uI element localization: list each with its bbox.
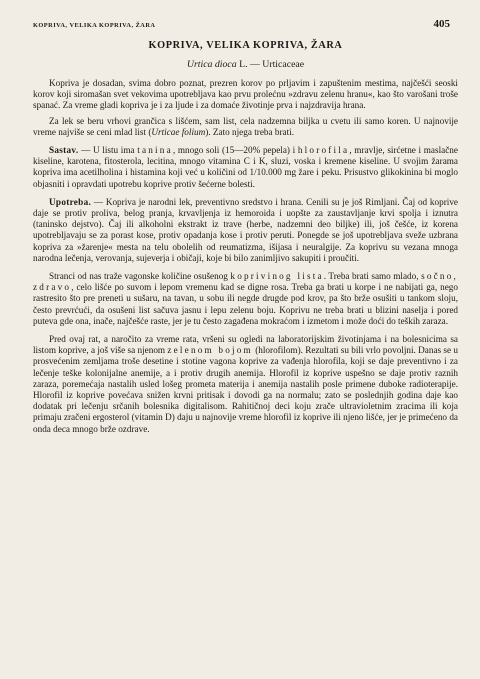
section-heading-sastav: Sastav. [49,145,79,156]
spaced-term: hlorofila [297,145,350,156]
spaced-term: zelenom bojom [167,345,253,356]
text-run: , mnogo soli (15—20% pepela) i [172,145,298,156]
latin-term: Urticae folium [151,126,206,137]
harvest-paragraph [33,271,458,327]
latin-name: Urtica dioca [186,59,237,70]
spaced-term: sočno, zdravo [33,271,458,293]
running-header [33,14,458,34]
text-run: Pred ovaj rat, a naročito za vreme rata, vršeni su ogledi na laboratorijskim životinjama i na bolesnicima sa listom koprive, a još više sa njenom [33,334,458,356]
botanical-name-line [33,59,458,70]
text-run: ). Zato njega treba brati. [205,126,295,137]
text-run: , mravlje, sirćetne i maslačne kiseline, karotena, fitosterola, lecitina, mnogo vitamina C i K, sluzi, voska i kremene kiseline. U svojim žarama kopriva ima acetilholina i histamina koji već u količini od 1/10.000 mg žare i peku. Prisustvo glikokinina bi moglo objasniti i opravdati upotrebu koprive protiv šećerne bolesti. [33,145,458,189]
chlorophyll-paragraph [33,334,458,435]
text-run: — U listu ima [78,145,138,156]
spaced-term: koprivinog lista [230,271,324,282]
text-run: Za lek se beru vrhovi grančica s lišćem, sam list, cela nadzemna biljka u cvetu ili samo koren. U najnovije vreme najviše se ceni mlad list ( [33,115,458,137]
intro-paragraph-2 [33,116,458,138]
running-title: KOPRIVA, VELIKA KOPRIVA, ŽARA [33,22,156,29]
composition-paragraph [33,145,458,190]
text-run: . Treba brati samo mlado, [323,271,422,282]
text-run: — Kopriva je narodni lek, preventivno sredstvo i hrana. Cenili su je još Rimljani. Čaj od koprive daje se protiv proliva, belog pranja, krvavljenja iz hemoroida i uopšte za zaustavljanje krvi spolja i iznutra (taninsko dejstvo). Čaj ili alkoholni ekstrakt iz trave (herbe, nadzemni deo biljke) ili, još češće, iz korena upotrebljavaju se za porast kose, protiv opadanja kose i protiv peruti. Ponegde se još upotrebljava sveže uzbrana kopriva za »žarenje« mesta na telu obolelih od reumatizma, išijasa i neuralgije. Za koprivu su vezana mnoga narodna lečenja, verovanja, sujeverja i običaji, koje bi bilo zanimljivo sakupiti i proučiti. [33,196,458,263]
text-run: (hlorofilom). Rezultati su bili vrlo povoljni. Danas se u prosvećenim zemljama troše desetine i stotine vagona koprive za vađenja hlorofila, koji se daje preventivno i za lečenje teške kolonijalne anemije, a i protiv drugih anemija. Hlorofil iz koprive uspešno se daje protiv raznih zaraza, poremećaja nastalih usled lošeg prometa materija i anemija nastalih posle primene duboke radioterapije. Hlorofil iz koprive povećava snižen krvni pritisak i dovodi ga na normalu; zato se poslednjih godina daje kao dodatak pri lečenju srčanih bolesnika digitalisom. Rahitičnoj deci koju zrače ultravioletnim zracima ili koja primaju zračeni ergosterol (vitamin D) daju u najnovije vreme hlorofil iz koprive ili njeno lišće, jer je primećeno da onda deca mnogo brže ozdrave. [33,345,458,434]
usage-paragraph [33,197,458,264]
intro-paragraph-1: Kopriva je dosadan, svima dobro poznat, prezren korov po prljavim i zapuštenim mestima, najčešći seoski korov koji siromašan svet vekovima upotrebljava kao prvu prolećnu »zdravu zelenu hranu«, kao što varošani troše spanać. Za vreme gladi kopriva je i za ljude i za domaće životinje prva i najzdravija hrana. [33,78,458,111]
page-number: 405 [433,18,450,30]
text-run: , celo lišće po suvom i lepom vremenu kad se digne rosa. Treba ga brati u korpe i ne nabijati ga, nego rastresito što pre preneti u sušaru, na tavan, u sobu ili negde drugde pod krov, pa što brže osušiti u tankom sloju, često prevrćući, da osušeni list sačuva jasnu i lepu zelenu boju. Koprivu ne treba brati u blizini naselja i pored puteva gde ona, inače, najčešće raste, jer je tu često zagađena mokraćom i izmetom i može doći do teških zaraza. [33,282,458,326]
family-name: L. — Urticaceae [236,59,305,70]
article-title: KOPRIVA, VELIKA KOPRIVA, ŽARA [148,40,343,51]
text-run: Stranci od nas traže vagonske količine osušenog [49,271,231,282]
section-heading-upotreba: Upotreba. [49,196,92,207]
spaced-term: tanina [137,145,173,156]
